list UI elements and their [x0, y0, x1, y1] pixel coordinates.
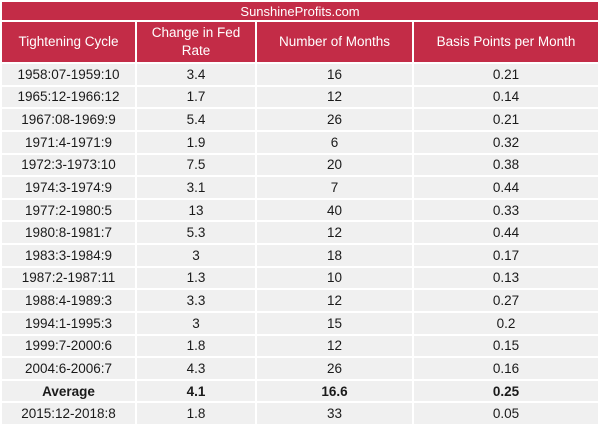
table-cell-basis-points-per-month: 0.05 — [414, 403, 598, 424]
table-body — [2, 64, 598, 424]
table-row — [2, 177, 598, 198]
table-cell-change-in-fed-rate: 5.3 — [137, 222, 255, 243]
table-cell-tightening-cycle: 1965:12-1966:12 — [2, 87, 135, 108]
table-cell-change-in-fed-rate: 3.1 — [137, 177, 255, 198]
table-cell-change-in-fed-rate: 1.3 — [137, 268, 255, 289]
table-cell-tightening-cycle: 2004:6-2006:7 — [2, 358, 135, 379]
table-row — [2, 64, 598, 85]
table-cell-tightening-cycle: 1958:07-1959:10 — [2, 64, 135, 85]
table-row — [2, 155, 598, 176]
table-cell-basis-points-per-month: 0.21 — [414, 64, 598, 85]
table-cell-basis-points-per-month: 0.15 — [414, 336, 598, 357]
column-header-number-of-months: Number of Months — [257, 22, 412, 62]
table-row — [2, 403, 598, 424]
table-row-average — [2, 381, 598, 402]
column-header-tightening-cycle: Tightening Cycle — [2, 22, 135, 62]
table-cell-tightening-cycle: 1988:4-1989:3 — [2, 290, 135, 311]
table-cell-tightening-cycle: 1983:3-1984:9 — [2, 245, 135, 266]
table-cell-tightening-cycle: 1967:08-1969:9 — [2, 109, 135, 130]
table-cell-basis-points-per-month: 0.14 — [414, 87, 598, 108]
table-cell-change-in-fed-rate: 1.7 — [137, 87, 255, 108]
table-cell-basis-points-per-month: 0.38 — [414, 155, 598, 176]
table-cell-number-of-months: 33 — [257, 403, 412, 424]
table-cell-change-in-fed-rate: 3 — [137, 313, 255, 334]
table-cell-change-in-fed-rate: 4.1 — [137, 381, 255, 402]
table-cell-number-of-months: 12 — [257, 290, 412, 311]
table-cell-number-of-months: 16.6 — [257, 381, 412, 402]
table-cell-tightening-cycle: 2015:12-2018:8 — [2, 403, 135, 424]
table-cell-tightening-cycle: 1977:2-1980:5 — [2, 200, 135, 221]
table-cell-number-of-months: 12 — [257, 87, 412, 108]
table-row — [2, 358, 598, 379]
table-cell-change-in-fed-rate: 13 — [137, 200, 255, 221]
table-cell-change-in-fed-rate: 3 — [137, 245, 255, 266]
table-cell-number-of-months: 16 — [257, 64, 412, 85]
table-cell-tightening-cycle: 1994:1-1995:3 — [2, 313, 135, 334]
table-cell-tightening-cycle: 1980:8-1981:7 — [2, 222, 135, 243]
table-cell-change-in-fed-rate: 1.8 — [137, 336, 255, 357]
table-cell-basis-points-per-month: 0.13 — [414, 268, 598, 289]
table-cell-change-in-fed-rate: 3.3 — [137, 290, 255, 311]
column-header-basis-points-per-month: Basis Points per Month — [414, 22, 598, 62]
table-cell-tightening-cycle: 1987:2-1987:11 — [2, 268, 135, 289]
table-cell-basis-points-per-month: 0.2 — [414, 313, 598, 334]
table-row — [2, 222, 598, 243]
table-cell-tightening-cycle: 1972:3-1973:10 — [2, 155, 135, 176]
table-cell-number-of-months: 20 — [257, 155, 412, 176]
table-cell-change-in-fed-rate: 1.8 — [137, 403, 255, 424]
table-cell-number-of-months: 12 — [257, 222, 412, 243]
table-cell-number-of-months: 10 — [257, 268, 412, 289]
table-cell-number-of-months: 12 — [257, 336, 412, 357]
column-header-row — [2, 22, 598, 62]
table-cell-basis-points-per-month: 0.44 — [414, 222, 598, 243]
table-cell-basis-points-per-month: 0.17 — [414, 245, 598, 266]
table-row — [2, 109, 598, 130]
table-cell-change-in-fed-rate: 3.4 — [137, 64, 255, 85]
table-cell-basis-points-per-month: 0.32 — [414, 132, 598, 153]
table-cell-basis-points-per-month: 0.33 — [414, 200, 598, 221]
table-cell-change-in-fed-rate: 1.9 — [137, 132, 255, 153]
table-cell-basis-points-per-month: 0.44 — [414, 177, 598, 198]
table-cell-tightening-cycle: Average — [2, 381, 135, 402]
table-cell-basis-points-per-month: 0.21 — [414, 109, 598, 130]
table-row — [2, 132, 598, 153]
table-cell-number-of-months: 6 — [257, 132, 412, 153]
table-cell-basis-points-per-month: 0.27 — [414, 290, 598, 311]
table-row — [2, 268, 598, 289]
table-row — [2, 200, 598, 221]
table-cell-number-of-months: 26 — [257, 109, 412, 130]
table-cell-number-of-months: 18 — [257, 245, 412, 266]
table-row — [2, 336, 598, 357]
table-cell-number-of-months: 26 — [257, 358, 412, 379]
table-cell-change-in-fed-rate: 7.5 — [137, 155, 255, 176]
table-cell-change-in-fed-rate: 5.4 — [137, 109, 255, 130]
table-cell-number-of-months: 15 — [257, 313, 412, 334]
table-row — [2, 245, 598, 266]
table-cell-number-of-months: 40 — [257, 200, 412, 221]
site-title-banner: SunshineProfits.com — [2, 2, 598, 20]
table-cell-change-in-fed-rate: 4.3 — [137, 358, 255, 379]
table-cell-basis-points-per-month: 0.25 — [414, 381, 598, 402]
table-cell-tightening-cycle: 1999:7-2000:6 — [2, 336, 135, 357]
table-row — [2, 313, 598, 334]
table-cell-basis-points-per-month: 0.16 — [414, 358, 598, 379]
table-cell-tightening-cycle: 1974:3-1974:9 — [2, 177, 135, 198]
table-cell-tightening-cycle: 1971:4-1971:9 — [2, 132, 135, 153]
table-row — [2, 87, 598, 108]
table-row — [2, 290, 598, 311]
title-row — [2, 2, 598, 20]
table-cell-number-of-months: 7 — [257, 177, 412, 198]
column-header-change-in-fed-rate: Change in Fed Rate — [137, 22, 255, 62]
